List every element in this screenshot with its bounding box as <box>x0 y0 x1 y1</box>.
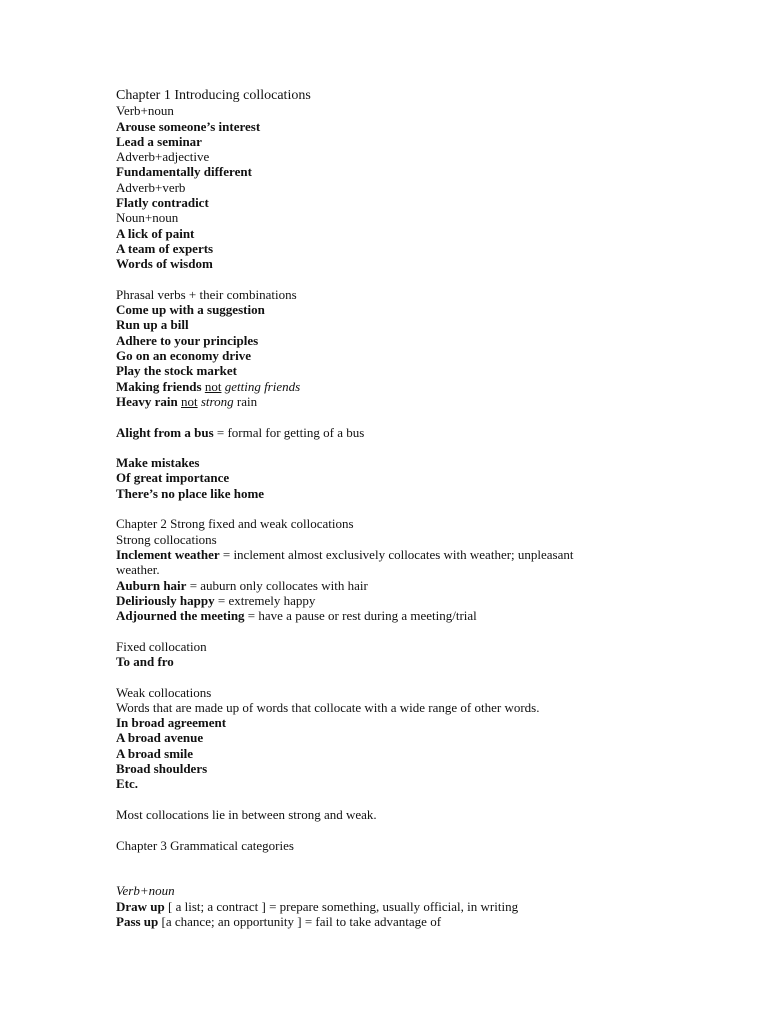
spacer <box>116 792 616 807</box>
pass-up-bold: Pass up <box>116 914 159 930</box>
weak-collocations-heading: Weak collocations <box>116 684 212 700</box>
collocation-deliriously <box>116 593 616 608</box>
inclement-bold: Inclement weather <box>116 546 220 562</box>
making-friends-not: not <box>204 378 222 394</box>
adverb-adjective-heading: Adverb+adjective <box>116 149 210 165</box>
collocation-inclement <box>116 547 616 578</box>
spacer <box>116 409 616 424</box>
spacer <box>116 501 616 516</box>
chapter-1-title: Chapter 1 Introducing collocations <box>116 88 311 103</box>
making-friends-italic: getting friends <box>221 378 301 394</box>
verb-noun-italic-heading: Verb+noun <box>116 883 175 899</box>
draw-up-rest: [ a list; a contract ] = prepare something, usually official, in writing <box>164 898 519 914</box>
collocation-alight <box>116 425 616 440</box>
collocation-adhere: Adhere to your principles <box>116 332 259 348</box>
most-collocations-note: Most collocations lie in between strong and weak. <box>116 806 377 822</box>
collocation-fundamentally: Fundamentally different <box>116 164 252 180</box>
verb-noun-heading: Verb+noun <box>116 103 174 119</box>
collocation-broad-avenue: A broad avenue <box>116 730 204 746</box>
collocation-go-on: Go on an economy drive <box>116 348 252 364</box>
weak-collocations-description: Words that are made up of words that collocate with a wide range of other words. <box>116 699 540 715</box>
deliriously-rest: = extremely happy <box>214 592 316 608</box>
collocation-adjourned <box>116 608 616 623</box>
adverb-verb-heading: Adverb+verb <box>116 179 186 195</box>
collocation-words-wisdom: Words of wisdom <box>116 256 213 272</box>
adjourned-bold: Adjourned the meeting <box>116 608 245 624</box>
inclement-rest: = inclement almost exclusively collocates with weather; unpleasant weather. <box>116 546 574 578</box>
collocation-lick: A lick of paint <box>116 225 195 241</box>
document-body <box>116 88 616 929</box>
spacer <box>116 669 616 684</box>
collocation-draw-up <box>116 899 616 914</box>
collocation-no-place: There’s no place like home <box>116 485 265 501</box>
strong-collocations-heading: Strong collocations <box>116 531 217 547</box>
collocation-making-friends <box>116 379 616 394</box>
collocation-come-up: Come up with a suggestion <box>116 302 265 318</box>
collocation-run-up: Run up a bill <box>116 317 189 333</box>
collocation-auburn <box>116 578 616 593</box>
heavy-rain-bold: Heavy rain <box>116 393 178 409</box>
draw-up-bold: Draw up <box>116 898 165 914</box>
collocation-broad-shoulders: Broad shoulders <box>116 761 208 777</box>
adjourned-rest: = have a pause or rest during a meeting/trial <box>244 608 477 624</box>
collocation-great-importance: Of great importance <box>116 470 230 486</box>
collocation-team: A team of experts <box>116 240 214 256</box>
alight-bold: Alight from a bus <box>116 424 214 440</box>
collocation-arouse: Arouse someone’s interest <box>116 118 261 134</box>
making-friends-bold: Making friends <box>116 378 202 394</box>
collocation-etc: Etc. <box>116 776 139 792</box>
spacer <box>116 440 616 455</box>
collocation-to-and-fro: To and fro <box>116 653 174 669</box>
heavy-rain-rest: rain <box>233 393 258 409</box>
collocation-heavy-rain <box>116 394 616 409</box>
collocation-play: Play the stock market <box>116 363 237 379</box>
auburn-rest: = auburn only collocates with hair <box>186 577 368 593</box>
spacer <box>116 822 616 837</box>
pass-up-rest: [a chance; an opportunity ] = fail to take advantage of <box>158 914 442 930</box>
spacer <box>116 853 616 868</box>
alight-rest: = formal for getting of a bus <box>213 424 365 440</box>
heavy-rain-not: not <box>181 393 198 409</box>
spacer <box>116 272 616 287</box>
chapter-3-title: Chapter 3 Grammatical categories <box>116 837 294 853</box>
heavy-rain-italic: strong <box>197 393 234 409</box>
phrasal-verbs-heading: Phrasal verbs + their combinations <box>116 286 297 302</box>
collocation-broad-smile: A broad smile <box>116 745 194 761</box>
fixed-collocation-heading: Fixed collocation <box>116 638 207 654</box>
spacer <box>116 623 616 638</box>
auburn-bold: Auburn hair <box>116 577 187 593</box>
collocation-broad-agreement: In broad agreement <box>116 715 227 731</box>
collocation-lead: Lead a seminar <box>116 133 202 149</box>
noun-noun-heading: Noun+noun <box>116 210 179 226</box>
deliriously-bold: Deliriously happy <box>116 592 215 608</box>
spacer <box>116 868 616 883</box>
collocation-make-mistakes: Make mistakes <box>116 455 200 471</box>
collocation-pass-up <box>116 914 616 929</box>
collocation-flatly: Flatly contradict <box>116 195 209 211</box>
chapter-2-title: Chapter 2 Strong fixed and weak collocations <box>116 516 354 532</box>
